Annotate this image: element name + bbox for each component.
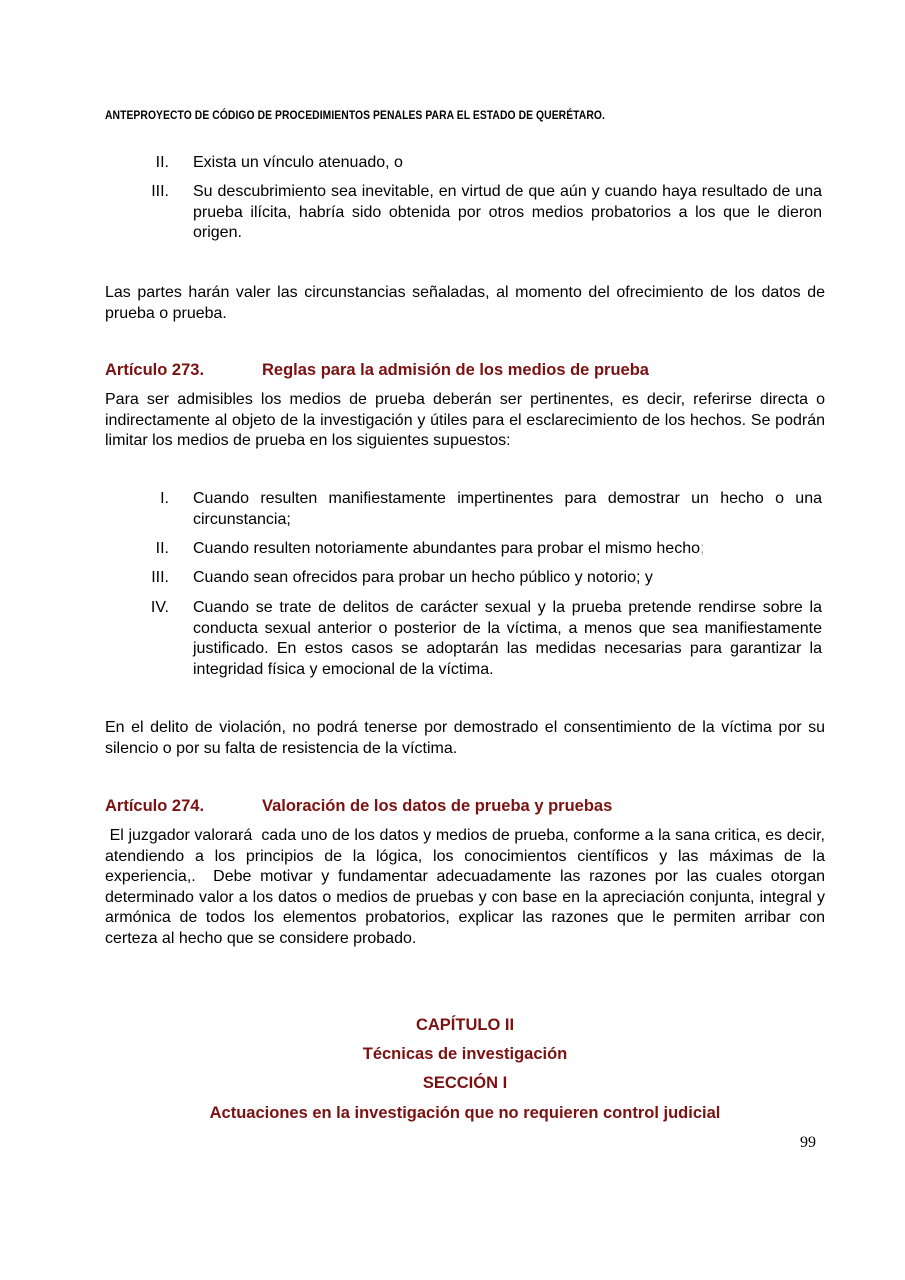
article-intro: Para ser admisibles los medios de prueba deberán ser pertinentes, es decir, referirse directa o indirectamente al objeto de la investigación y útiles para el esclarecimiento de los hechos. Se podrán limitar los medios de prueba en los siguientes supuestos: — [105, 391, 825, 449]
list-item-number: II. — [155, 540, 169, 557]
list-item-text: Exista un vínculo atenuado, o — [193, 154, 403, 171]
list-item-text: Cuando sean ofrecidos para probar un hecho público y notorio; y — [193, 569, 653, 586]
paragraph: En el delito de violación, no podrá tenerse por demostrado el consentimiento de la víctima por su silencio o por su falta de resistencia de la víctima. — [105, 719, 825, 757]
article-number: Artículo 274. — [105, 797, 205, 815]
list-item-text: Cuando resulten manifiestamente impertinentes para demostrar un hecho o una circunstancia; — [193, 490, 822, 528]
list-item-trailing-mark: ; — [699, 540, 705, 557]
page-number: 99 — [800, 1134, 816, 1151]
list-item-text-main: Cuando resulten notoriamente abundantes para probar el mismo hecho — [193, 540, 700, 557]
list-item-text — [193, 539, 822, 560]
chapter-name: Técnicas de investigación — [362, 1045, 568, 1063]
article-body: El juzgador valorará cada uno de los datos y medios de prueba, conforme a la sana critica, es decir, atendiendo a los principios de la lógica, los conocimientos científicos y las máximas de la experiencia,. Debe motivar y fundamentar adecuadamente las razones por las cuales otorgan determinado valor a los datos o medios de pruebas y con base en la apreciación conjunta, integral y armónica de todos los elementos probatorios, explicar las razones que le permiten arribar con certeza al hecho que se considere probado. — [105, 827, 830, 947]
section-name: Actuaciones en la investigación que no requieren control judicial — [209, 1104, 721, 1122]
list-item-number: IV. — [150, 599, 169, 616]
paragraph: Las partes harán valer las circunstancias señaladas, al momento del ofrecimiento de los datos de prueba o prueba. — [105, 284, 825, 322]
list-item-number: I. — [160, 490, 169, 507]
list-item-text: Su descubrimiento sea inevitable, en virtud de que aún y cuando haya resultado de una prueba ilícita, habría sido obtenida por otros medios probatorios a los que le dieron origen. — [193, 183, 822, 241]
article-title: Reglas para la admisión de los medios de prueba — [262, 361, 649, 379]
list-item-number: II. — [155, 154, 169, 171]
list-item-text: Cuando se trate de delitos de carácter sexual y la prueba pretende rendirse sobre la conducta sexual anterior o posterior de la víctima, a menos que sea manifiestamente justificado. En estos casos se adoptarán las medidas necesarias para garantizar la integridad física y emocional de la víctima. — [193, 599, 822, 678]
document-header: ANTEPROYECTO DE CÓDIGO DE PROCEDIMIENTOS PENALES PARA EL ESTADO DE QUERÉTARO. — [105, 108, 605, 122]
article-number: Artículo 273. — [105, 361, 205, 379]
article-heading — [105, 361, 825, 383]
article-title: Valoración de los datos de prueba y pruebas — [262, 797, 613, 815]
chapter-label: CAPÍTULO II — [415, 1016, 515, 1034]
list-item-number: III. — [151, 569, 169, 586]
list-item-number: III. — [151, 183, 169, 200]
section-label: SECCIÓN I — [422, 1074, 508, 1092]
article-heading — [105, 797, 825, 819]
